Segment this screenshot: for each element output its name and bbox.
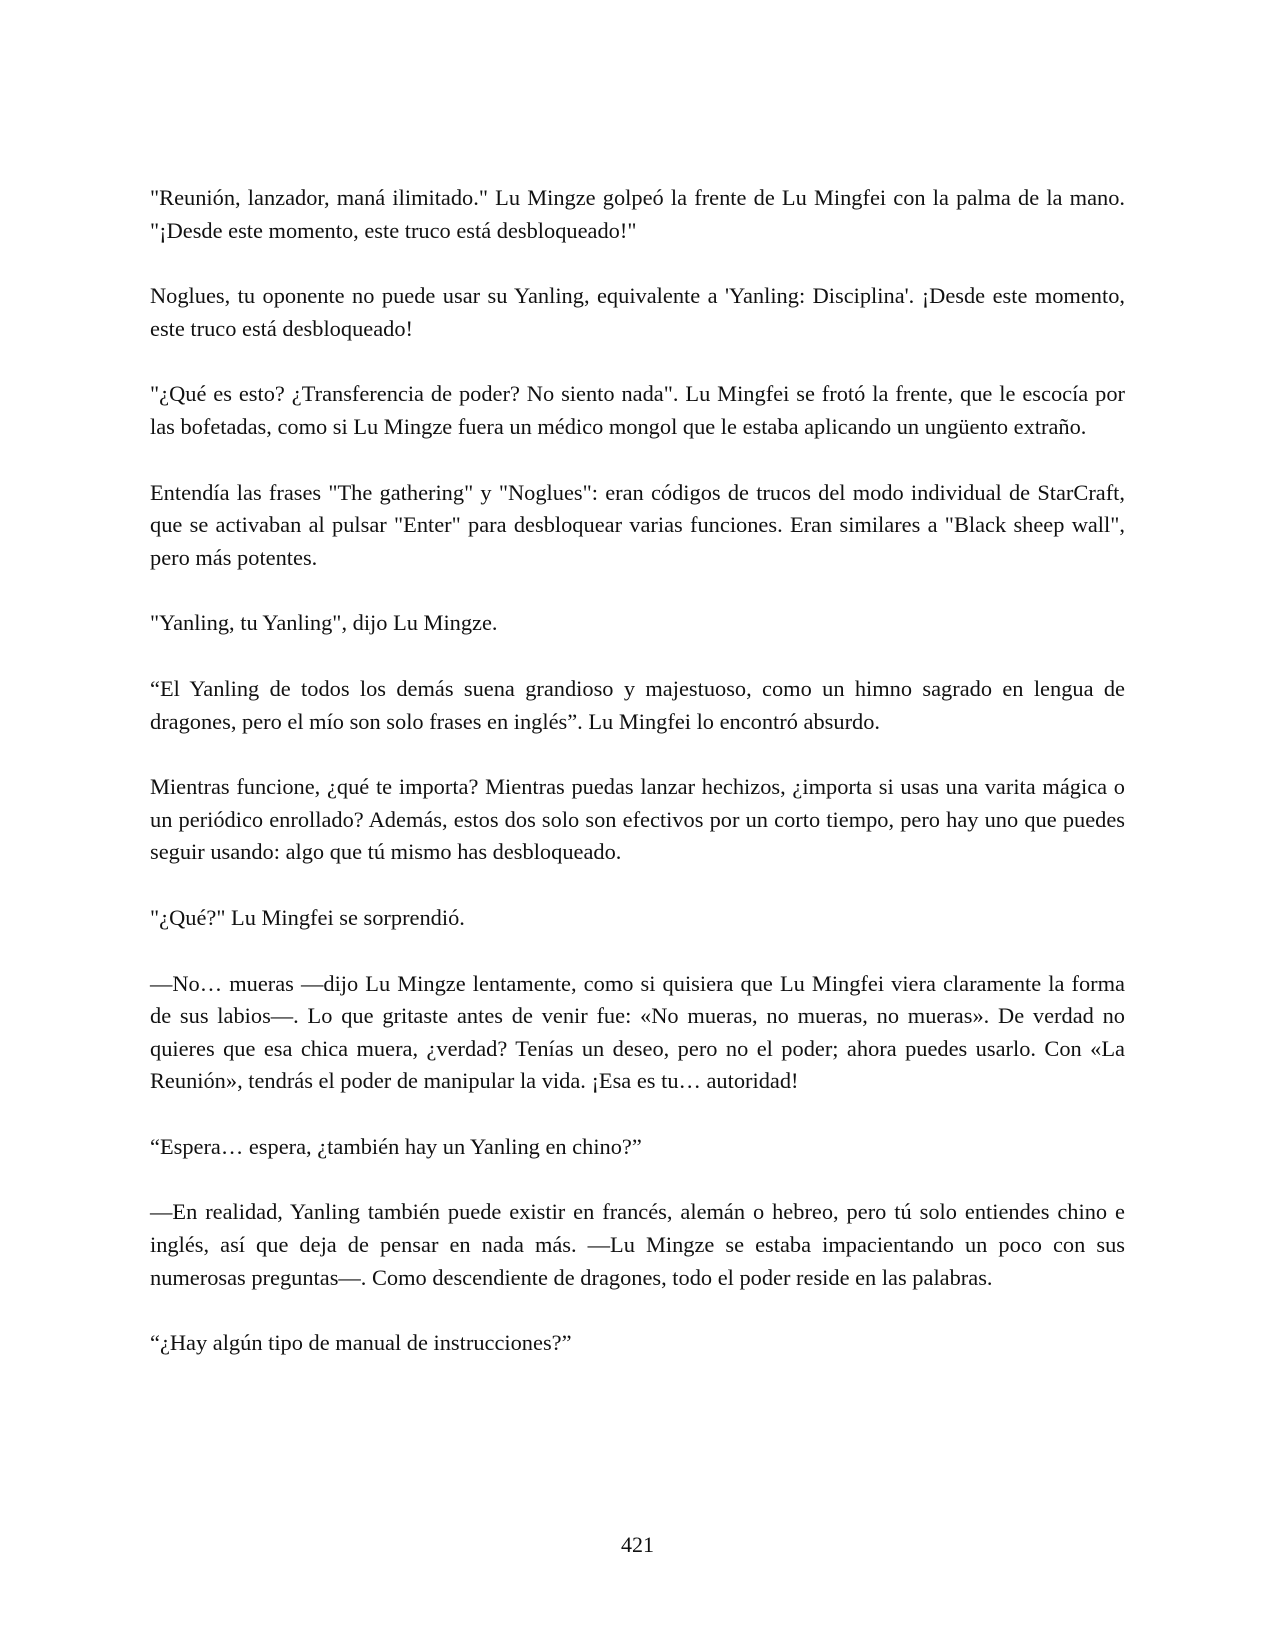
paragraph: “Espera… espera, ¿también hay un Yanling en chino?” — [150, 1133, 642, 1159]
paragraph: Mientras funcione, ¿qué te importa? Mientras puedas lanzar hechizos, ¿importa si usas una varita mágica o un periódico enrollado? Además, estos dos solo son efectivos por un corto tiempo, pero hay uno que puedes seguir usando: algo que tú mismo has desbloqueado. — [150, 774, 1125, 865]
paragraph: “¿Hay algún tipo de manual de instrucciones?” — [150, 1330, 572, 1356]
paragraph: “El Yanling de todos los demás suena grandioso y majestuoso, como un himno sagrado en lengua de dragones, pero el mío son solo frases en inglés”. Lu Mingfei lo encontró absurdo. — [150, 675, 1125, 734]
paragraph: "¿Qué es esto? ¿Transferencia de poder? No siento nada". Lu Mingfei se frotó la frente, que le escocía por las bofetadas, como si Lu Mingze fuera un médico mongol que le estaba aplicando un ungüento extraño. — [150, 381, 1125, 439]
paragraph: —No… mueras —dijo Lu Mingze lentamente, como si quisiera que Lu Mingfei viera claramente la forma de sus labios—. Lo que gritaste antes de venir fue: «No mueras, no mueras, no mueras». De verdad no quieres que esa chica muera, ¿verdad? Tenías un deseo, pero no el poder; ahora puedes usarlo. Con «La Reunión», tendrás el poder de manipular la vida. ¡Esa es tu… autoridad! — [150, 970, 1125, 1094]
paragraph: Entendía las frases "The gathering" y "Noglues": eran códigos de trucos del modo individual de StarCraft, que se activaban al pulsar "Enter" para desbloquear varias funciones. Eran similares a "Black sheep wall", pero más potentes. — [150, 479, 1125, 570]
paragraph: "Reunión, lanzador, maná ilimitado." Lu Mingze golpeó la frente de Lu Mingfei con la palma de la mano. "¡Desde este momento, este truco está desbloqueado!" — [150, 185, 1125, 243]
paragraph: "Yanling, tu Yanling", dijo Lu Mingze. — [150, 610, 498, 636]
paragraph: Noglues, tu oponente no puede usar su Yanling, equivalente a 'Yanling: Disciplina'. ¡Desde este momento, este truco está desbloqueado! — [150, 283, 1125, 341]
page-number: 421 — [621, 1532, 654, 1557]
paragraph: —En realidad, Yanling también puede existir en francés, alemán o hebreo, pero tú solo entiendes chino e inglés, así que deja de pensar en nada más. —Lu Mingze se estaba impacientando un poco con sus numerosas preguntas—. Como descendiente de dragones, todo el poder reside en las palabras. — [150, 1199, 1125, 1290]
paragraph: "¿Qué?" Lu Mingfei se sorprendió. — [150, 904, 465, 930]
body-text — [150, 182, 1125, 1393]
